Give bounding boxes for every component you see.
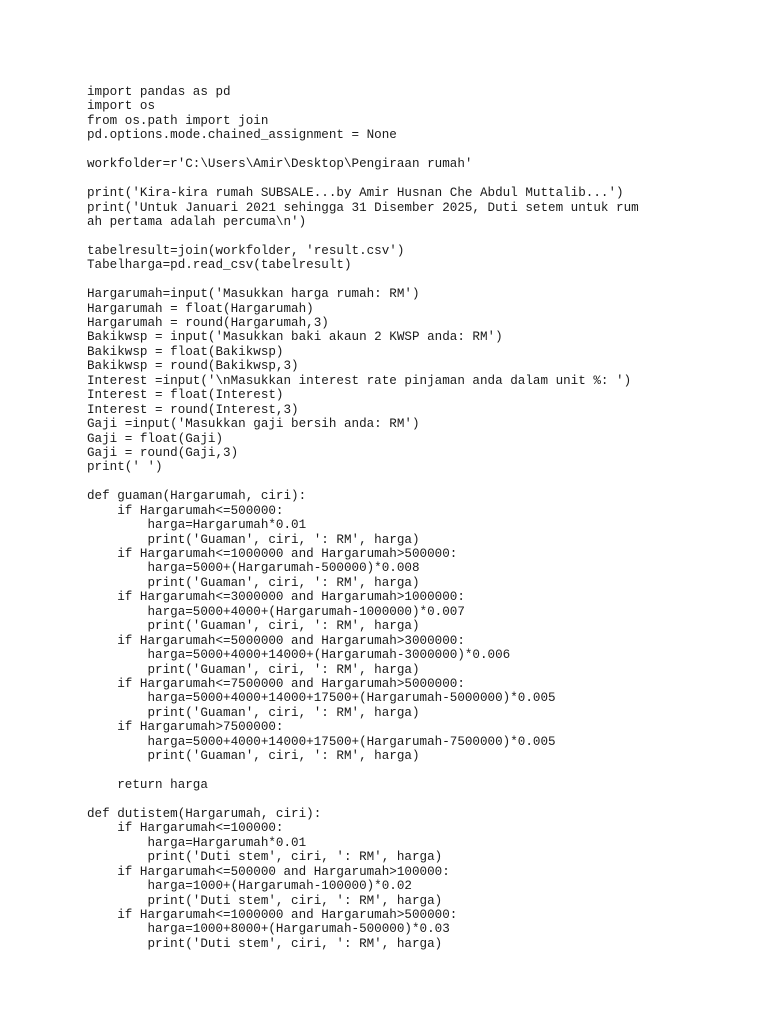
code-line: print('Guaman', ciri, ': RM', harga) (87, 575, 420, 590)
code-line: Gaji = float(Gaji) (87, 431, 224, 446)
blank-line (87, 229, 757, 243)
code-line: print('Guaman', ciri, ': RM', harga) (87, 532, 420, 547)
code-line: Tabelharga=pd.read_csv(tabelresult) (87, 258, 352, 273)
code-line: Hargarumah = round(Hargarumah,3) (87, 316, 329, 330)
code-line: pd.options.mode.chained_assignment = None (87, 128, 397, 143)
code-line: Bakikwsp = round(Bakikwsp,3) (87, 359, 299, 374)
code-line: harga=Hargarumah*0.01 (87, 518, 307, 533)
code-line: harga=1000+8000+(Hargarumah-500000)*0.03 (87, 922, 450, 937)
code-line: if Hargarumah<=3000000 and Hargarumah>1000000: (87, 590, 465, 605)
code-line: if Hargarumah<=100000: (87, 821, 284, 836)
code-line: Gaji = round(Gaji,3) (87, 445, 239, 460)
blank-line (87, 143, 757, 157)
code-line: print('Guaman', ciri, ': RM', harga) (87, 749, 420, 764)
code-line: print('Kira-kira rumah SUBSALE...by Amir Husnan Che Abdul Muttalib...') (87, 186, 624, 201)
code-line: Interest = float(Interest) (87, 388, 284, 403)
code-line: if Hargarumah<=7500000 and Hargarumah>5000000: (87, 676, 465, 691)
code-listing (87, 85, 757, 951)
code-line: def guaman(Hargarumah, ciri): (87, 489, 307, 504)
code-line: tabelresult=join(workfolder, 'result.csv') (87, 243, 405, 258)
code-line: import pandas as pd (87, 85, 231, 99)
code-line: Hargarumah = float(Hargarumah) (87, 301, 314, 316)
code-line: print('Guaman', ciri, ': RM', harga) (87, 619, 420, 634)
code-line: return harga (87, 778, 208, 792)
code-line: harga=5000+4000+(Hargarumah-1000000)*0.007 (87, 604, 465, 619)
blank-line (87, 764, 757, 778)
code-line: print('Guaman', ciri, ': RM', harga) (87, 662, 420, 677)
code-line: Interest = round(Interest,3) (87, 402, 299, 417)
code-line: if Hargarumah<=500000 and Hargarumah>100000: (87, 864, 450, 879)
blank-line (87, 172, 757, 186)
blank-line (87, 273, 757, 287)
code-line: Interest =input('\nMasukkan interest rate pinjaman anda dalam unit %: ') (87, 373, 632, 388)
blank-line (87, 475, 757, 489)
code-line: print('Guaman', ciri, ': RM', harga) (87, 705, 420, 720)
code-line: print('Untuk Januari 2021 sehingga 31 Disember 2025, Duti setem untuk rum (87, 200, 639, 215)
code-line: harga=5000+4000+14000+(Hargarumah-3000000)*0.006 (87, 648, 511, 663)
code-line: print(' ') (87, 460, 163, 475)
code-line: if Hargarumah<=1000000 and Hargarumah>500000: (87, 907, 458, 922)
code-line: print('Duti stem', ciri, ': RM', harga) (87, 893, 443, 908)
code-line: harga=1000+(Hargarumah-100000)*0.02 (87, 879, 412, 894)
code-line: ah pertama adalah percuma\n') (87, 214, 307, 229)
code-line: if Hargarumah<=500000: (87, 503, 284, 518)
code-line: harga=5000+4000+14000+17500+(Hargarumah-5000000)*0.005 (87, 691, 556, 706)
code-line: if Hargarumah>7500000: (87, 720, 284, 735)
code-line: print('Duti stem', ciri, ': RM', harga) (87, 850, 443, 865)
code-line: if Hargarumah<=1000000 and Hargarumah>500000: (87, 547, 458, 561)
code-line: Hargarumah=input('Masukkan harga rumah: RM') (87, 287, 420, 302)
code-line: Bakikwsp = float(Bakikwsp) (87, 344, 284, 359)
code-line: workfolder=r'C:\Users\Amir\Desktop\Pengiraan rumah' (87, 157, 473, 172)
blank-line (87, 792, 757, 806)
code-line: harga=5000+(Hargarumah-500000)*0.008 (87, 561, 420, 576)
code-line: def dutistem(Hargarumah, ciri): (87, 806, 322, 821)
code-line: print('Duti stem', ciri, ': RM', harga) (87, 936, 443, 951)
code-line: harga=Hargarumah*0.01 (87, 835, 307, 850)
code-line: import os (87, 99, 156, 114)
code-line: Gaji =input('Masukkan gaji bersih anda: RM') (87, 417, 420, 432)
code-line: harga=5000+4000+14000+17500+(Hargarumah-7500000)*0.005 (87, 734, 556, 749)
code-line: Bakikwsp = input('Masukkan baki akaun 2 KWSP anda: RM') (87, 330, 503, 345)
code-line: from os.path import join (87, 113, 269, 128)
code-line: if Hargarumah<=5000000 and Hargarumah>3000000: (87, 633, 465, 648)
